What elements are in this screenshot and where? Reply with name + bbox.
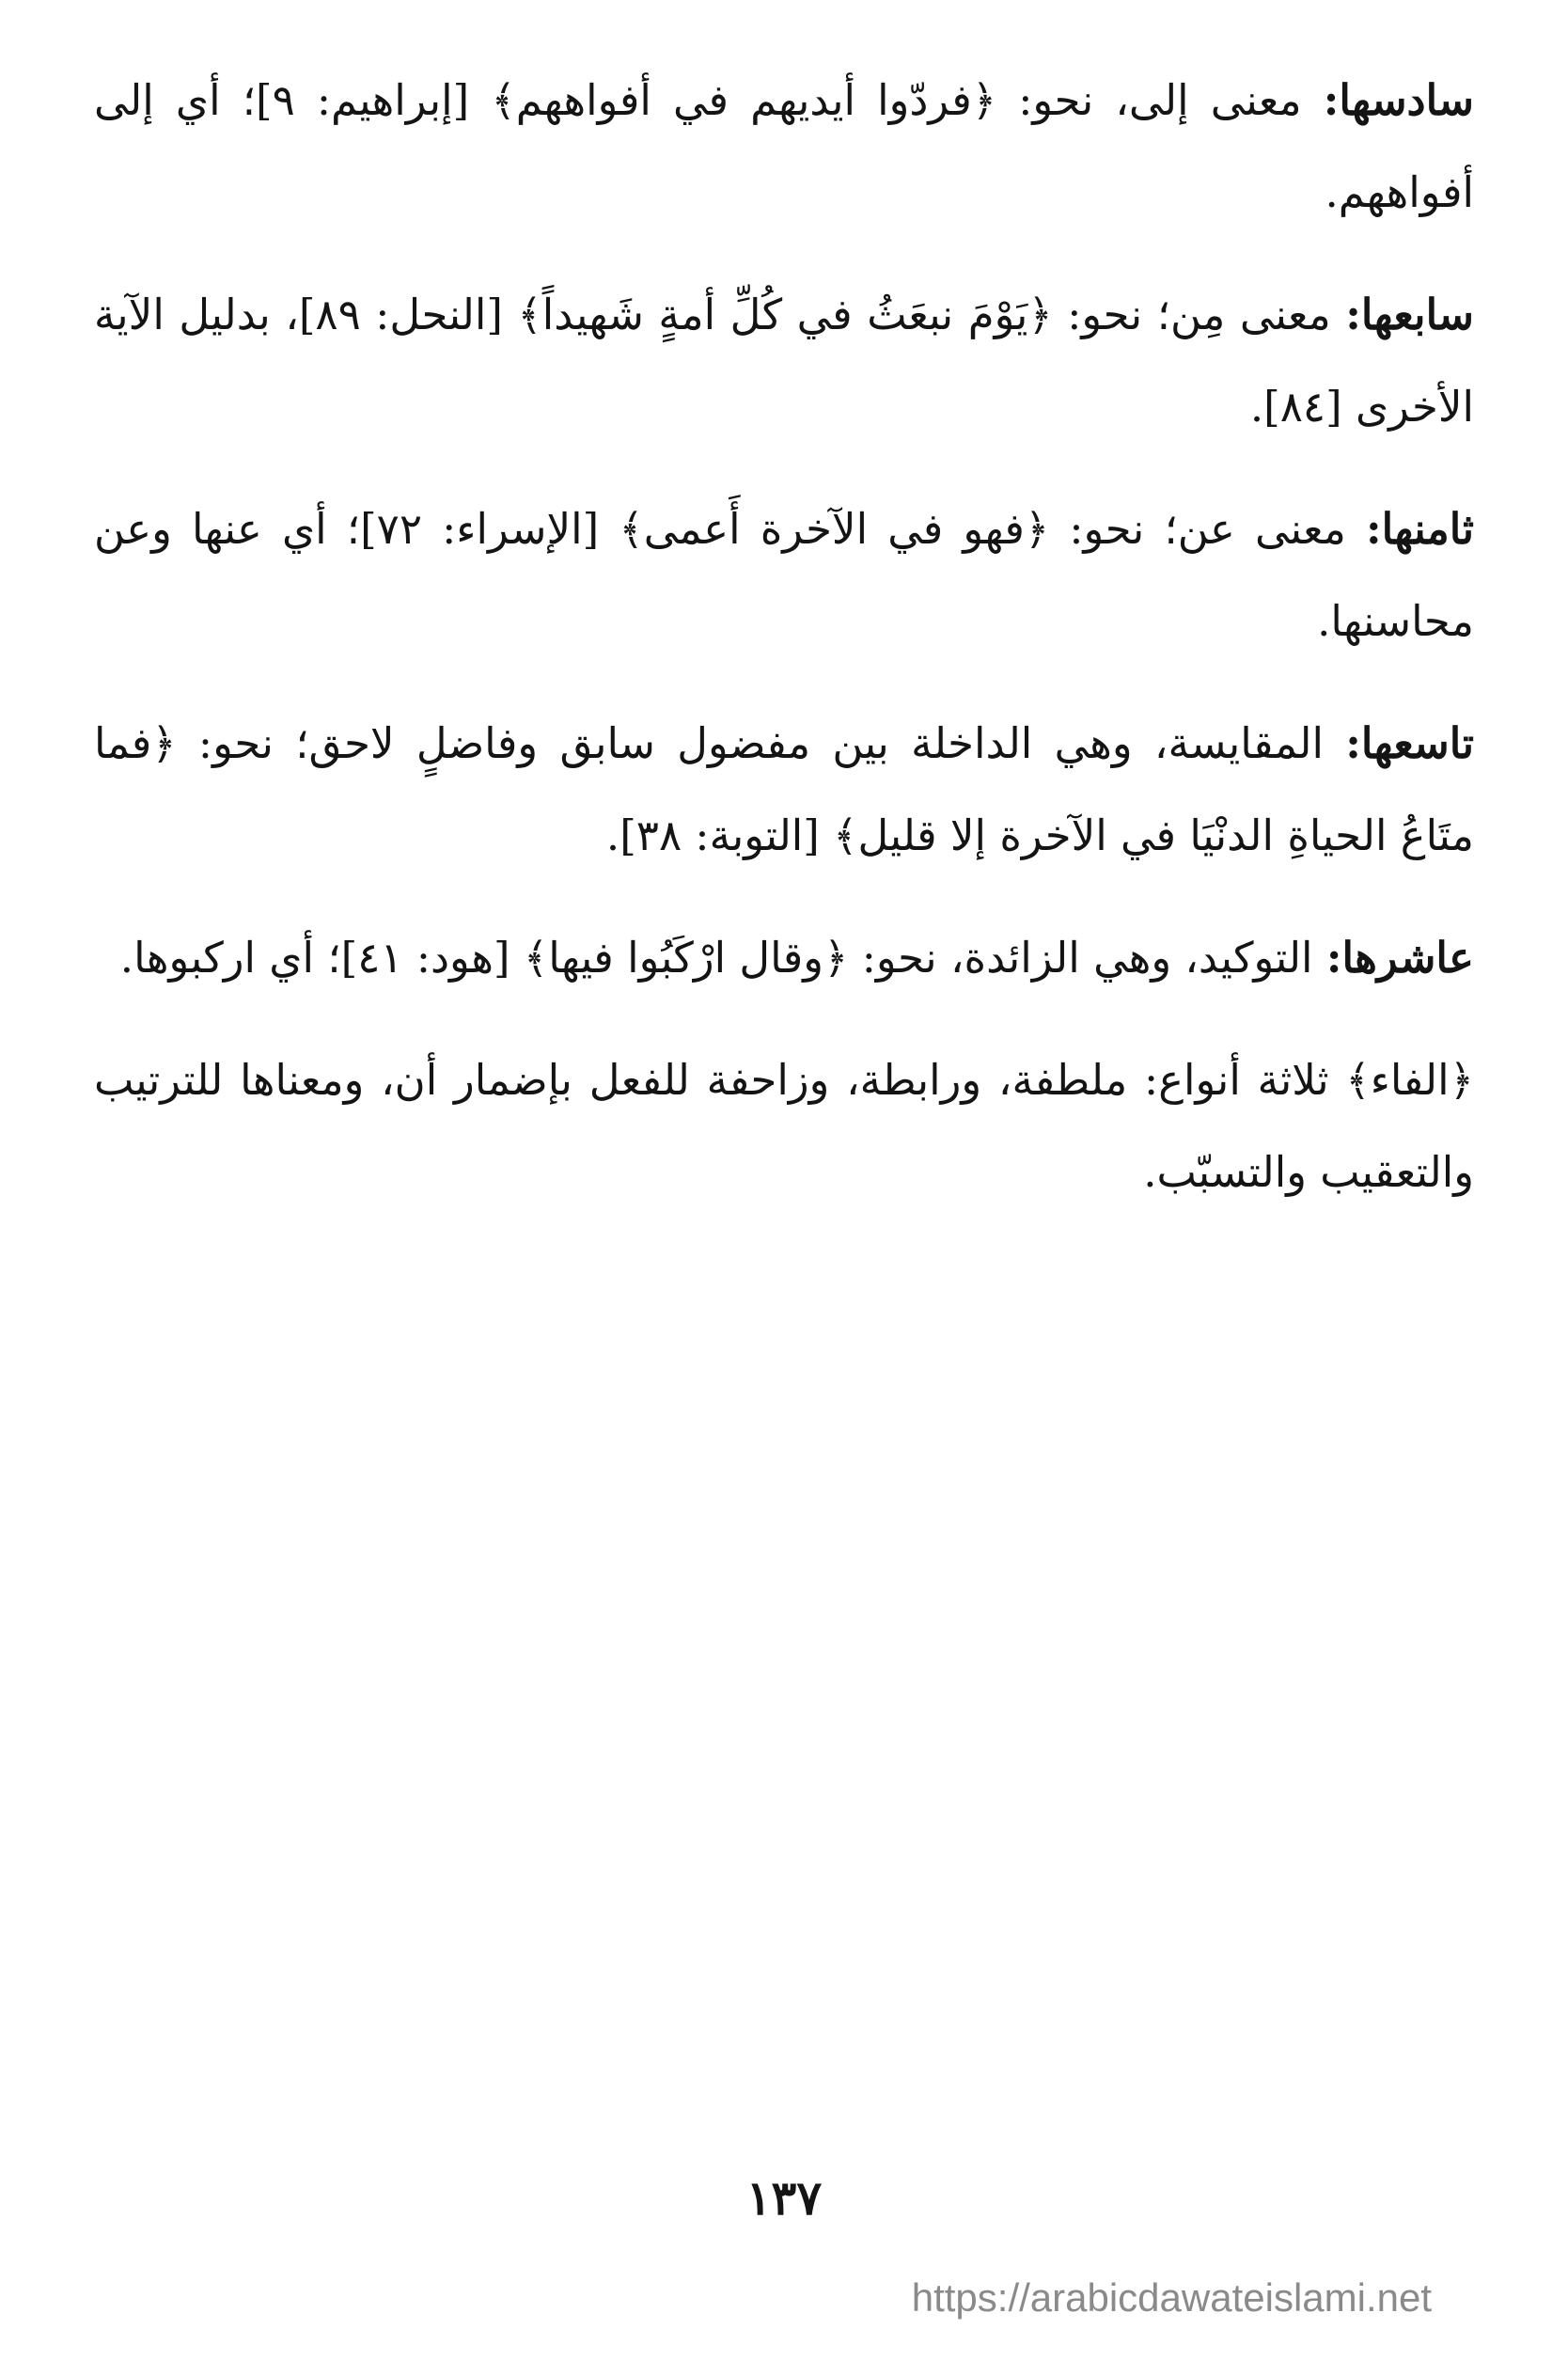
- paragraph-tenth-meaning: [94, 912, 1474, 1004]
- paragraph-text: المقايسة، وهي الداخلة بين مفضول سابق وفاضلٍ لاحق؛ نحو: ﴿فما متَاعُ الحياةِ الدنْيَا في الآخرة إلا قليل﴾ [التوبة: ٣٨].: [94, 718, 1474, 860]
- paragraph-faa-section: [94, 1034, 1474, 1219]
- paragraph-heading: عاشرها:: [1325, 933, 1474, 983]
- paragraph-heading: تاسعها:: [1345, 718, 1474, 768]
- paragraph-eighth-meaning: [94, 483, 1474, 668]
- paragraph-ninth-meaning: [94, 698, 1474, 882]
- paragraph-text: معنى إلى، نحو: ﴿فردّوا أيديهم في أفواههم﴾ [إبراهيم: ٩]؛ أي إلى أفواههم.: [94, 75, 1474, 217]
- paragraph-text: ﴿الفاء﴾ ثلاثة أنواع: ملطفة، ورابطة، وزاحفة للفعل بإضمار أن، ومعناها للترتيب والتعقيب والتسبّب.: [94, 1055, 1474, 1197]
- paragraph-heading: سادسها:: [1323, 75, 1474, 125]
- page-number: ١٣٧: [745, 2170, 823, 2226]
- paragraph-text: معنى عن؛ نحو: ﴿فهو في الآخرة أَعمى﴾ [الإسراء: ٧٢]؛ أي عنها وعن محاسنها.: [94, 504, 1474, 646]
- paragraph-heading: ثامنها:: [1366, 504, 1474, 554]
- paragraph-seventh-meaning: [94, 269, 1474, 453]
- paragraph-text: معنى مِن؛ نحو: ﴿يَوْمَ نبعَثُ في كُلِّ أمةٍ شَهيداً﴾ [النحل: ٨٩]، بدليل الآية الأخرى [٨٤].: [94, 290, 1474, 432]
- paragraph-heading: سابعها:: [1345, 290, 1474, 339]
- watermark-url: https://arabicdawateislami.net: [911, 2275, 1432, 2320]
- paragraph-text: التوكيد، وهي الزائدة، نحو: ﴿وقال ارْكَبُوا فيها﴾ [هود: ٤١]؛ أي اركبوها.: [119, 933, 1326, 983]
- page-body: [94, 55, 1474, 1249]
- paragraph-sixth-meaning: [94, 55, 1474, 239]
